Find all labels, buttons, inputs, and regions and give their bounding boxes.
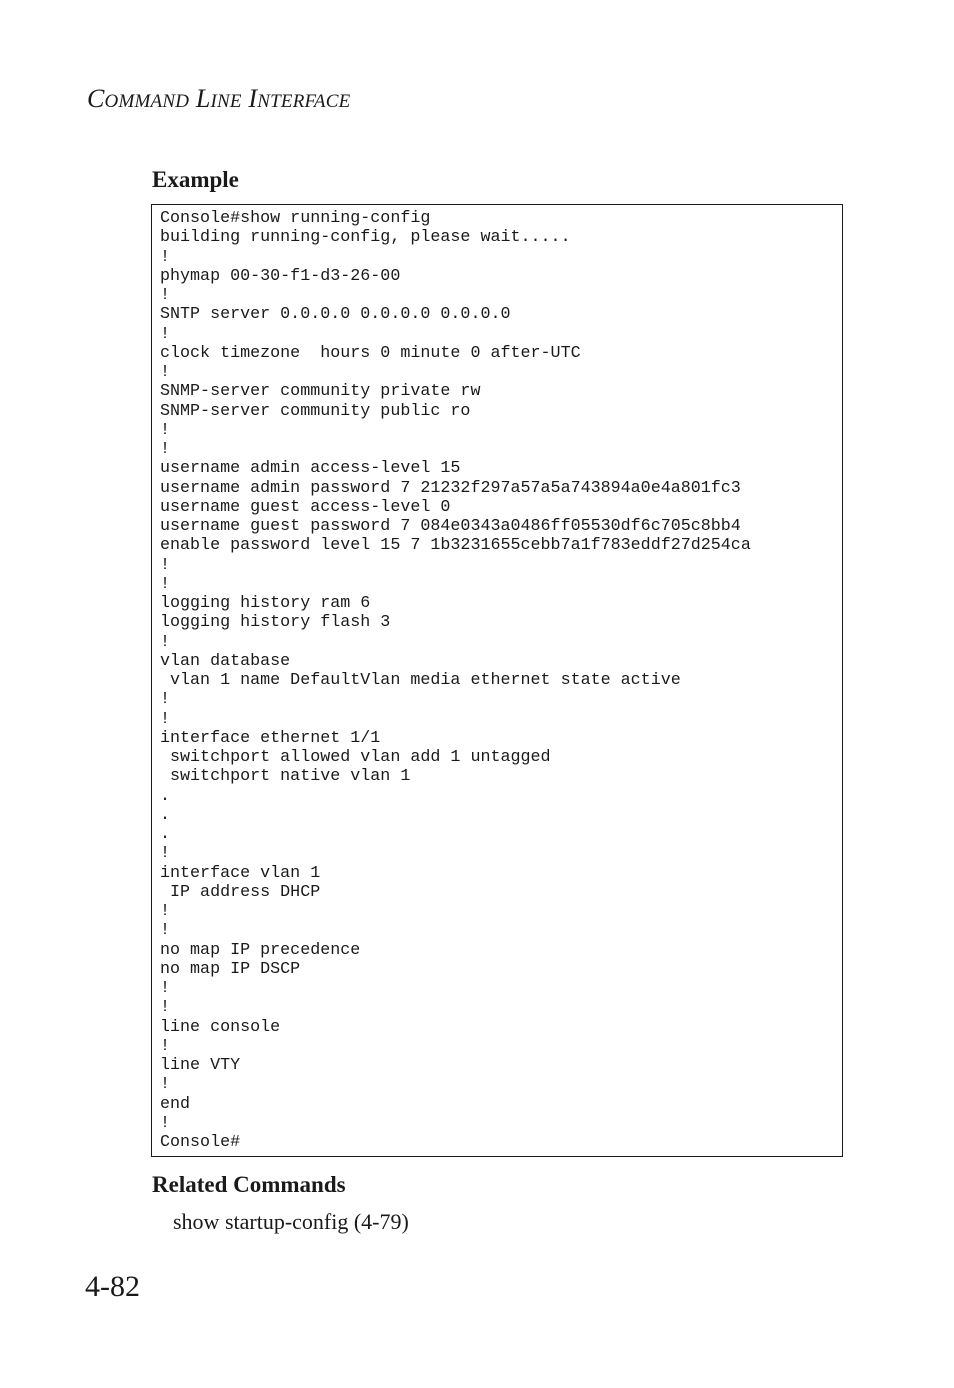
code-line: switchport allowed vlan add 1 untagged	[160, 748, 551, 767]
code-line: !	[160, 690, 171, 710]
code-line: username admin access-level 15	[160, 459, 461, 479]
code-line: !	[160, 902, 171, 921]
example-heading: Example	[152, 167, 239, 192]
code-line: enable password level 15 7 1b3231655cebb7a1f783eddf27d254ca	[160, 536, 751, 556]
code-line: !	[160, 555, 171, 575]
code-line: logging history ram 6	[160, 594, 371, 613]
code-line: vlan database	[160, 651, 291, 671]
code-line: Console#show running-config	[160, 209, 431, 228]
code-line: no map IP precedence	[160, 940, 361, 960]
code-line: !	[160, 921, 171, 941]
code-line: logging history flash 3	[160, 613, 391, 633]
code-line: clock timezone hours 0 minute 0 after-UTC	[160, 343, 581, 363]
code-line: vlan 1 name DefaultVlan media ethernet state active	[160, 671, 681, 690]
code-line: !	[160, 632, 171, 652]
code-line: SNTP server 0.0.0.0 0.0.0.0 0.0.0.0	[160, 305, 511, 325]
code-line: !	[160, 1113, 171, 1133]
code-line: !	[160, 440, 171, 459]
code-line: !	[160, 979, 171, 998]
code-line: .	[160, 786, 171, 806]
code-line: !	[160, 998, 171, 1018]
code-line: SNMP-server community private rw	[160, 382, 481, 402]
code-line: IP address DHCP	[160, 882, 321, 902]
code-line: line VTY	[160, 1056, 241, 1075]
code-line: .	[160, 805, 171, 825]
page-number: 4-82	[85, 1270, 140, 1303]
code-line: username admin password 7 21232f297a57a5a743894a0e4a801fc3	[160, 478, 741, 498]
code-line: !	[160, 247, 171, 267]
code-line: no map IP DSCP	[160, 959, 301, 979]
code-line: interface vlan 1	[160, 863, 321, 883]
code-line: !	[160, 1036, 171, 1056]
code-line: Console#	[160, 1133, 241, 1152]
code-line: !	[160, 420, 171, 440]
code-line: interface ethernet 1/1	[160, 728, 381, 748]
header-word-interface: INTERFACE	[248, 84, 351, 113]
code-line: username guest password 7 084e0343a0486ff05530df6c705c8bb4	[160, 517, 741, 536]
code-line: phymap 00-30-f1-d3-26-00	[160, 266, 401, 286]
code-example-box	[151, 204, 843, 1157]
code-line: building running-config, please wait.....	[160, 228, 571, 248]
code-line: !	[160, 324, 171, 344]
code-line: !	[160, 844, 171, 864]
related-commands-heading: Related Commands	[152, 1172, 346, 1197]
header-word-command: COMMAND	[87, 84, 190, 113]
related-command-link[interactable]: show startup-config (4-79)	[173, 1209, 409, 1234]
code-listing	[160, 209, 751, 1152]
code-line: !	[160, 709, 171, 729]
code-line: switchport native vlan 1	[160, 767, 411, 787]
header-word-line: LINE	[195, 84, 242, 113]
running-header	[87, 84, 350, 114]
code-line: !	[160, 363, 171, 382]
code-line: end	[160, 1094, 191, 1114]
code-line: !	[160, 1075, 171, 1095]
code-line: .	[160, 825, 171, 844]
code-line: !	[160, 286, 171, 305]
code-line: SNMP-server community public ro	[160, 401, 471, 421]
code-line: username guest access-level 0	[160, 497, 451, 517]
code-line: line console	[160, 1017, 281, 1037]
code-line: !	[160, 574, 171, 594]
